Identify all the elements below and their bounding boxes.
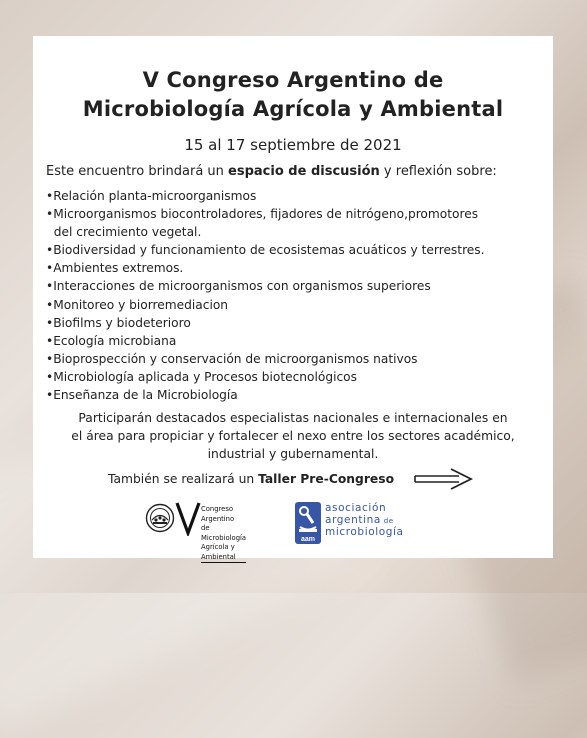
congress-logo-text [201,505,246,563]
intro-text [46,164,497,179]
topic-item: •Monitoreo y biorremediacion [46,297,229,312]
aam-abbr: aam [300,536,316,543]
title-line-2: Microbiología Agrícola y Ambiental [82,97,504,121]
intro-highlight: espacio de discusión [228,164,380,179]
intro-before: Este encuentro brindará un [46,164,229,179]
closing-line: el área para propiciar y fortalecer el nexo entre los sectores académico, [71,429,515,443]
intro-after: y reflexión sobre: [379,164,497,179]
flyer-card [33,36,553,561]
congress-logo-line: Congreso Argentino [201,505,235,523]
arrow-right-icon [413,467,475,491]
aam-line-2-main: argentina [325,513,381,526]
closing-line: Participarán destacados especialistas nacionales e internacionales en [78,411,508,425]
topic-item: •Microbiología aplicada y Procesos biotecnológicos [46,369,357,384]
congress-logo-line: de Microbiología [201,524,247,542]
aam-line-1: asociación [325,502,387,514]
topics-list [46,187,485,404]
topic-item: •Interacciones de microorganismos con organismos superiores [46,279,431,294]
workshop-before: También se realizará un [108,472,259,486]
closing-paragraph [53,409,533,463]
topic-item: del crecimiento vegetal. [46,225,202,240]
workshop-note [108,472,394,486]
workshop-highlight: Taller Pre-Congreso [258,472,395,486]
title-line-1: V Congreso Argentino de [142,68,444,92]
topic-item: •Biodiversidad y funcionamiento de ecosistemas acuáticos y terrestres. [46,243,485,258]
topic-item: •Enseñanza de la Microbiología [46,388,238,403]
topic-item: •Bioprospección y conservación de microorganismos nativos [46,351,418,366]
congress-seal-icon [145,503,175,533]
aam-logo-text [325,503,404,539]
topic-item: •Ambientes extremos. [46,261,184,276]
topic-item: •Relación planta-microorganismos [46,189,257,203]
event-date: 15 al 17 septiembre de 2021 [184,136,402,154]
aam-line-3: microbiología [325,526,404,538]
roman-numeral-v-icon [175,500,201,536]
closing-line: industrial y gubernamental. [207,447,379,461]
microscope-icon [295,502,321,544]
congress-logo-line: Agrícola y Ambiental [201,543,246,563]
topic-item: •Biofilms y biodeterioro [46,315,191,330]
topic-item: •Microorganismos biocontroladores, fijadores de nitrógeno,promotores [46,207,479,222]
topic-item: •Ecología microbiana [46,333,177,348]
aam-line-2-small: de [380,516,394,525]
